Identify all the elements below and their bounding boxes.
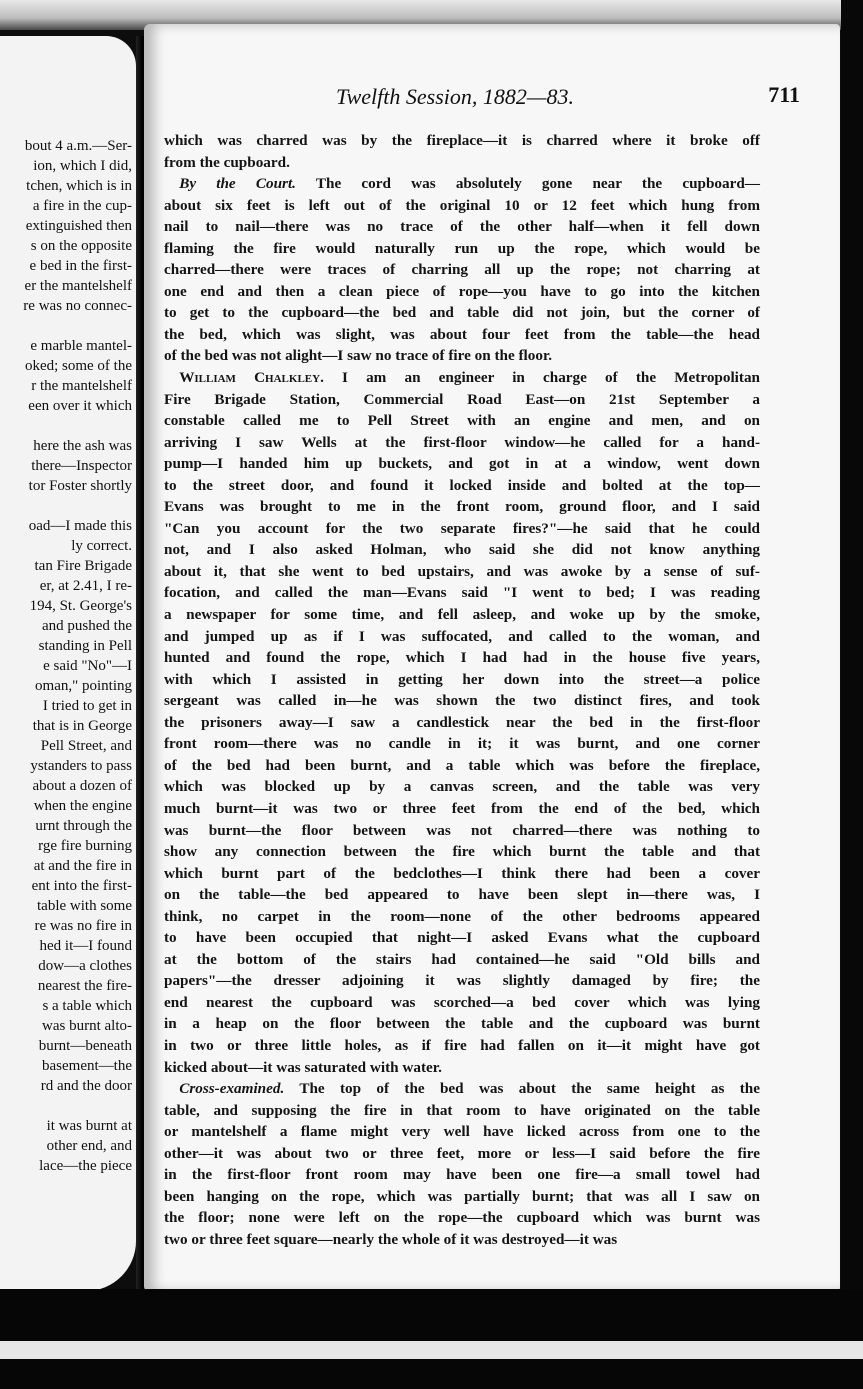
scan-right-edge [841,0,863,1389]
text-line: of the bed had been burnt, and a table which was before the fireplace, [164,756,760,774]
page [144,24,840,1292]
facing-page-line: ion, which I did, [33,158,132,174]
speaker-label: By the Court. [179,175,296,193]
text-line: and jumped up as if I was suffocated, and called to the woman, and [164,627,760,645]
facing-page-line: 194, St. George's [29,598,132,614]
facing-page-line: rge fire burning [38,838,132,854]
text-line: kicked about—it was saturated with water. [164,1058,442,1076]
text-line: on the table—the bed appeared to have been slept in—there was, I [164,886,760,904]
text-line: end nearest the cupboard was scorched—a bed cover which was lying [164,993,760,1011]
running-head: Twelfth Session, 1882—83. [336,84,574,109]
text-line: at the bottom of the stairs had contained—he said "Old bills and [164,950,760,968]
facing-page-line: dow—a clothes [38,958,132,974]
facing-page-line: that is in George [32,718,132,734]
text-line: which was charred was by the fireplace—it is charred where it broke off [164,132,760,149]
facing-page-line: oked; some of the [24,358,132,374]
facing-page-line: er, at 2.41, I re- [39,578,132,594]
text-line: Cross-examined. The top of the bed was about the same height as the [179,1080,760,1098]
facing-page-line [0,496,136,516]
text-line: charred—there were traces of charring all up the rope; not charring at [164,261,760,279]
facing-page-line: it was burnt at [46,1118,132,1134]
text-line: with which I assisted in getting her down into the street—a police [164,670,760,688]
facing-page-line: bout 4 a.m.—Ser- [24,138,132,154]
facing-page-line: e said "No"—I [43,658,132,674]
speaker-label: William Chalkley. [179,369,324,387]
text-line: show any connection between the fire which burnt the table and that [164,843,760,861]
facing-page-text [0,136,136,1176]
text-line: focation, and called the man—Evans said "I went to bed; I was reading [164,584,760,602]
facing-page-line: lace—the piece [39,1158,132,1174]
facing-page-line [0,1096,136,1116]
text-line: in two or three little holes, as if fire had fallen on it—it might have got [164,1036,760,1054]
paragraph [164,173,760,367]
scan-bottom-edge [0,1289,863,1389]
facing-page-line: other end, and [46,1138,132,1154]
facing-page-line: tor Foster shortly [28,478,132,494]
text-line: was burnt—the floor between was not charred—there was nothing to [164,821,760,839]
facing-page-line: ly correct. [71,538,132,554]
page-number: 711 [768,82,800,107]
facing-page-line: tan Fire Brigade [34,558,132,574]
text-line: which was blocked up by a canvas screen, and the table was very [164,778,760,796]
text-line: flaming the fire would naturally run up the rope, which would be [164,239,760,257]
facing-page-line: here the ash was [33,438,132,454]
text-line: the prisoners away—I saw a candlestick near the bed in the first-floor [164,713,760,731]
paragraph [164,130,760,173]
page-header [144,76,800,109]
text-line: pump—I handed him up buckets, and got in at a window, went down [164,455,760,473]
facing-page-line: table with some [37,898,132,914]
facing-page-line: s a table which [42,998,132,1014]
facing-page-line: extinguished then [25,218,132,234]
text-line: from the cupboard. [164,153,290,171]
facing-page-line: hed it—I found [39,938,132,954]
text-line: to have been occupied that night—I asked Evans what the cupboard [164,929,760,947]
text-line: the floor; none were left on the rope—the cupboard which was burnt was [164,1209,760,1227]
facing-page-line: burnt—beneath [38,1038,132,1054]
text-line: table, and supposing the fire in that room to have originated on the table [164,1101,760,1119]
text-line: think, no carpet in the room—none of the other bedrooms appeared [164,907,760,925]
facing-page-line [0,416,136,436]
text-line: of the bed was not alight—I saw no trace of fire on the floor. [164,347,553,365]
text-line: other—it was about two or three feet, more or less—I said before the fire [164,1144,760,1162]
text-line: about it, that she went to bed upstairs, and was awoke by a sense of suf- [164,562,760,580]
text-line: Evans was brought to me in the front room, ground floor, and I said [164,498,760,516]
facing-page-line: een over it which [28,398,132,414]
text-line: By the Court. The cord was absolutely gone near the cupboard— [179,175,760,193]
paragraph [164,367,760,1078]
text-line: a newspaper for some time, and fell asleep, and woke up by the smoke, [164,606,760,624]
text-line: much burnt—it was two or three feet from the end of the bed, which [164,799,760,817]
facing-page-line: and pushed the [42,618,132,634]
facing-page-line: rd and the door [40,1078,132,1094]
text-line: front room—there was no candle in it; it was burnt, and one corner [164,735,760,753]
text-line: the bed, which was slight, was about four feet from the table—the head [164,325,760,343]
facing-page-line: ent into the first- [31,878,132,894]
text-line: in a heap on the floor between the table and the cupboard was burnt [164,1015,760,1033]
facing-page-line: tchen, which is in [26,178,132,194]
facing-page-line: s on the opposite [30,238,132,254]
text-line: papers"—the dresser adjoining it was slightly damaged by fire; the [164,972,760,990]
text-line: "Can you account for the two separate fires?"—he said that he could [164,519,760,537]
facing-page-line: a fire in the cup- [32,198,132,214]
page-body [164,130,760,1250]
facing-page-line: urnt through the [35,818,132,834]
facing-page-line: ystanders to pass [30,758,132,774]
text-line: nail to nail—there was no trace of the other half—when it fell down [164,218,760,236]
text-line: sergeant was called in—he was shown the two distinct fires, and took [164,692,760,710]
text-line: been hanging on the rope, which was partially burnt; that was all I saw on [164,1187,760,1205]
facing-page-line: oman," pointing [35,678,132,694]
facing-page-line: I tried to get in [42,698,132,714]
facing-page-line [0,316,136,336]
scan-bottom-band [0,1341,863,1359]
text-line: two or three feet square—nearly the whole of it was destroyed—it was [164,1230,618,1248]
facing-page-line: e bed in the first- [29,258,132,274]
text-line: arriving I saw Wells at the first-floor window—he called for a hand- [164,433,760,451]
facing-page-line: e marble mantel- [30,338,132,354]
facing-page [0,36,136,1291]
paragraph [164,1078,760,1250]
facing-page-line: basement—the [42,1058,132,1074]
text-line: in the first-floor front room may have been one fire—a small towel had [164,1166,760,1184]
facing-page-line: nearest the fire- [37,978,132,994]
facing-page-line: r the mantelshelf [31,378,132,394]
facing-page-line: there—Inspector [31,458,132,474]
text-line: Fire Brigade Station, Commercial Road East—on 21st September a [164,390,760,408]
text-line: which burnt part of the bedclothes—I think there had been a cover [164,864,760,882]
facing-page-line: about a dozen of [32,778,132,794]
facing-page-line: Pell Street, and [40,738,132,754]
text-line: hunted and found the rope, which I had had in the house five years, [164,649,760,667]
text-line: to the street door, and found it locked inside and bolted at the top— [164,476,760,494]
facing-page-line: oad—I made this [28,518,132,534]
facing-page-line: was burnt alto- [42,1018,132,1034]
text-line: William Chalkley. I am an engineer in charge of the Metropolitan [179,369,760,387]
facing-page-line: er the mantelshelf [24,278,132,294]
facing-page-line: re was no fire in [34,918,132,934]
text-line: or mantelshelf a flame might very well have licked across from one to the [164,1123,760,1141]
speaker-label: Cross-examined. [179,1080,285,1098]
text-line: not, and I also asked Holman, who said she did not know anything [164,541,760,559]
text-line: constable called me to Pell Street with an engine and men, and on [164,412,760,430]
facing-page-line: at and the fire in [33,858,132,874]
text-line: to get to the cupboard—the bed and table did not join, but the corner of [164,304,760,322]
facing-page-line: standing in Pell [38,638,132,654]
text-line: one end and then a clean piece of rope—you have to go into the kitchen [164,282,760,300]
facing-page-line: when the engine [33,798,132,814]
text-line: about six feet is left out of the original 10 or 12 feet which hung from [164,196,760,214]
facing-page-line: re was no connec- [23,298,132,314]
